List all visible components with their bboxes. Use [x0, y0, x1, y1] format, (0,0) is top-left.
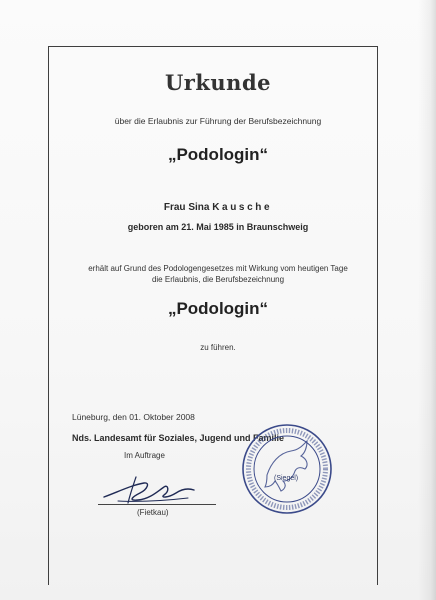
certificate-subtitle: über die Erlaubnis zur Führung der Berufsbezeichnung: [114, 116, 322, 126]
handwritten-signature: [98, 471, 210, 507]
certificate-title: Urkunde: [164, 70, 271, 95]
place-and-date: Lüneburg, den 01. Oktober 2008: [72, 412, 195, 422]
legal-text-line-2: die Erlaubnis, die Berufsbezeichnung: [151, 275, 285, 284]
legal-text-line-1: erhält auf Grund des Podologengesetzes mit Wirkung vom heutigen Tage: [88, 264, 348, 273]
signature-line: [98, 504, 216, 505]
signer-name: (Fietkau): [137, 508, 169, 517]
official-seal-icon: [241, 423, 333, 515]
on-behalf-note: Im Auftrage: [124, 451, 165, 460]
profession-title-bottom: „Podologin“: [167, 299, 269, 318]
seal-label: (Siegel): [274, 475, 299, 482]
birth-info: geboren am 21. Mai 1985 in Braunschweig: [127, 222, 309, 232]
holder-name: [0, 202, 436, 213]
holder-surname: Kausche: [212, 202, 273, 213]
issuing-authority: Nds. Landesamt für Soziales, Jugend und Familie: [72, 433, 285, 443]
profession-title-top: „Podologin“: [167, 145, 269, 164]
closing-text: zu führen.: [200, 343, 236, 352]
holder-name-prefix: Frau Sina: [163, 202, 210, 213]
